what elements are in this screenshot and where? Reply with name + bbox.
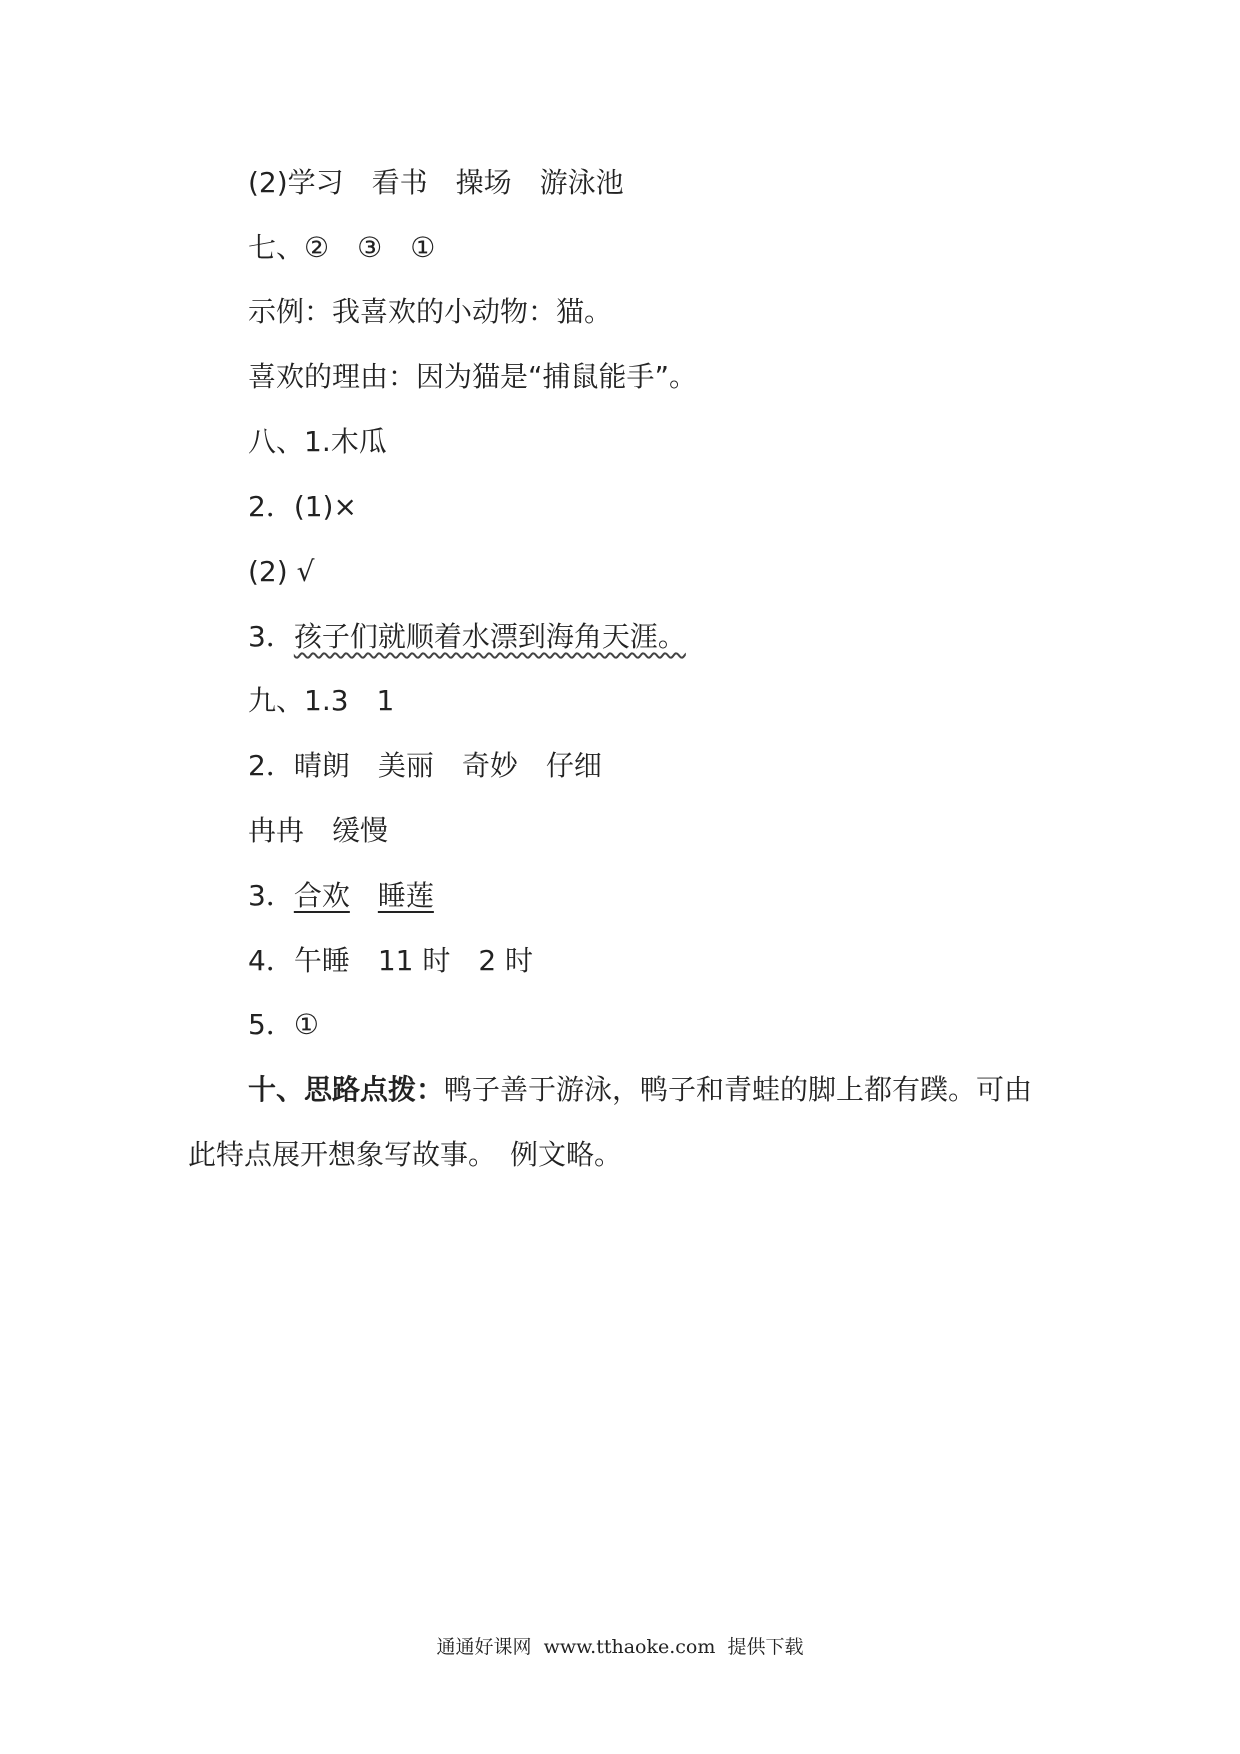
underlined-word-1: 合欢 xyxy=(293,879,350,912)
answer-section-9-2: 2．晴朗 美丽 奇妙 仔细 xyxy=(248,749,602,782)
answer-section-8-2-1: 2．(1)× xyxy=(248,490,357,523)
underlined-word-2: 睡莲 xyxy=(377,879,434,912)
answer-example-reason: 喜欢的理由：因为猫是“捕鼠能手”。 xyxy=(248,360,698,393)
answer-section-9-3 xyxy=(248,876,434,916)
answer-section-10-cont: 此特点展开想象写故事。 例文略。 xyxy=(188,1138,623,1171)
answer-section-8-1: 八、1.木瓜 xyxy=(248,425,387,458)
wavy-underlined-sentence: 孩子们就顺着水漂到海角天涯。 xyxy=(293,620,686,653)
page-footer: 通通好课网 www.tthaoke.com 提供下载 xyxy=(436,1636,804,1658)
answer-number: 3． xyxy=(248,620,294,653)
answer-section-7: 七、② ③ ① xyxy=(248,231,436,264)
answer-section-8-2-2: (2) √ xyxy=(248,555,315,588)
hint-text: 鸭子善于游泳，鸭子和青蛙的脚上都有蹼。可由 xyxy=(444,1073,1033,1106)
hint-label: 十、思路点拨： xyxy=(248,1073,445,1106)
answer-section-9-4: 4．午睡 11 时 2 时 xyxy=(248,944,534,977)
answer-line-6-2: (2)学习 看书 操场 游泳池 xyxy=(248,166,624,199)
answer-section-9-1: 九、1.3 1 xyxy=(248,684,395,717)
answer-section-9-5: 5．① xyxy=(248,1008,319,1041)
answer-section-10 xyxy=(248,1070,1032,1110)
answer-section-8-3 xyxy=(248,617,686,657)
answer-number: 3． xyxy=(248,879,294,912)
answer-example-animal: 示例：我喜欢的小动物：猫。 xyxy=(248,295,613,328)
answer-section-9-2-cont: 冉冉 缓慢 xyxy=(248,814,389,847)
